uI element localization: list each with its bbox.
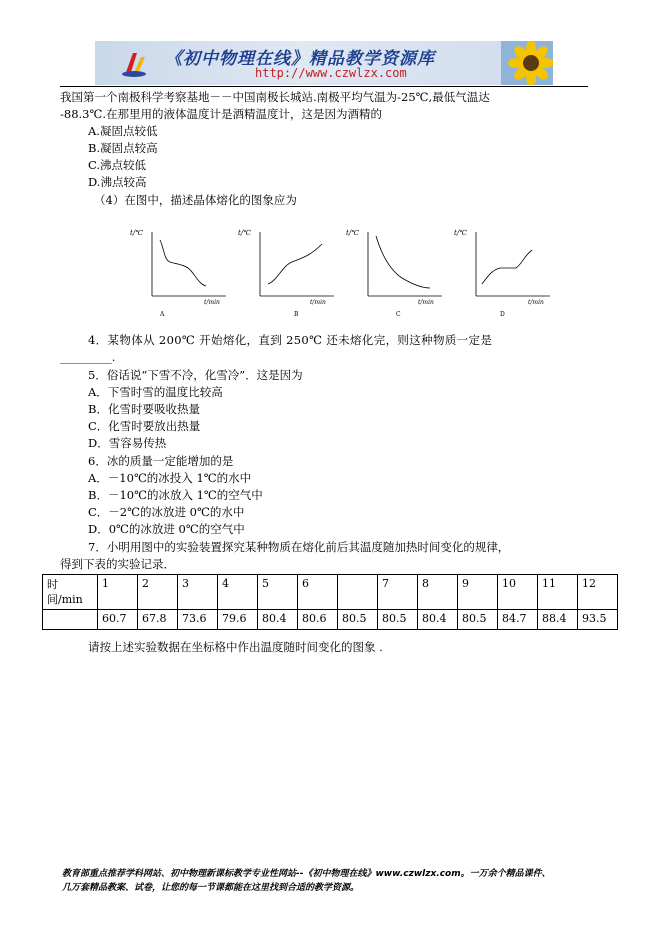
q3-option-b: B.凝固点较高	[88, 141, 158, 155]
footer-line1: 教育部重点推荐学科网站、初中物理新课标教学专业性网站--《初中物理在线》www.czwlzx.com。一万余个精品课件、	[62, 869, 551, 879]
table-cell: 6	[298, 575, 338, 610]
graph-d-label: D	[500, 311, 505, 318]
q6-option-b: B．－10℃的冰放入 1℃的空气中	[88, 488, 263, 502]
q6-option-c: C．－2℃的冰放进 0℃的水中	[88, 505, 245, 519]
table-cell: 3	[178, 575, 218, 610]
q7-line2: 得到下表的实验记录．	[60, 557, 175, 571]
table-cell: 67.8	[138, 610, 178, 630]
q5-option-b: B．化雪时要吸收热量	[88, 402, 200, 416]
table-cell: 1	[98, 575, 138, 610]
melting-graphs	[130, 226, 550, 322]
q3-option-a: A.凝固点较低	[88, 124, 158, 138]
q3-option-d: D.沸点较高	[88, 175, 147, 189]
graph-b-label: B	[294, 311, 299, 318]
table-cell: 79.6	[218, 610, 258, 630]
graph-b	[238, 229, 334, 318]
graph-d-xlabel: t/min	[528, 299, 544, 306]
q5-stem: 5．俗话说“下雪不冷，化雪冷”．这是因为	[88, 368, 303, 382]
q3-part4: （4）在图中，描述晶体熔化的图象应为	[94, 193, 297, 207]
table-cell: 80.5	[338, 610, 378, 630]
table-cell: 80.5	[378, 610, 418, 630]
q6-stem: 6．冰的质量一定能增加的是	[88, 454, 234, 468]
table-cell: 80.4	[418, 610, 458, 630]
table-cell: 10	[498, 575, 538, 610]
header-banner	[95, 41, 553, 85]
table-cell: 60.7	[98, 610, 138, 630]
table-row-temp	[43, 610, 618, 630]
banner-title: 《初中物理在线》精品教学资源库	[165, 49, 435, 69]
header-rule	[60, 86, 588, 87]
footer-line2: 几万套精品教案、试卷，让您的每一节课都能在这里找到合适的教学资源。	[62, 883, 360, 893]
table-cell: 4	[218, 575, 258, 610]
graph-a-ylabel: t/℃	[130, 229, 144, 237]
q6-option-a: A．－10℃的冰投入 1℃的水中	[88, 471, 252, 485]
table-cell: 5	[258, 575, 298, 610]
table-cell: 93.5	[578, 610, 618, 630]
graph-c-ylabel: t/℃	[346, 229, 360, 237]
q5-option-a: A．下雪时雪的温度比较高	[88, 385, 223, 399]
table-cell: 2	[138, 575, 178, 610]
graph-d	[454, 229, 550, 318]
q5-option-d: D．雪容易传热	[88, 436, 167, 450]
table-cell: 8	[418, 575, 458, 610]
logo-icon	[121, 49, 147, 77]
banner-url[interactable]: http://www.czwlzx.com	[255, 66, 407, 80]
graph-b-xlabel: t/min	[310, 299, 326, 306]
table-row-time	[43, 575, 618, 610]
q3-line1: 我国第一个南极科学考察基地－－中国南极长城站.南极平均气温为-25℃,最低气温达	[60, 90, 490, 104]
graph-c-xlabel: t/min	[418, 299, 434, 306]
table-cell: 73.6	[178, 610, 218, 630]
experiment-table	[42, 574, 618, 630]
graph-a-label: A	[160, 311, 165, 318]
graph-b-ylabel: t/℃	[238, 229, 252, 237]
table-header-time: 时 间/min	[43, 575, 98, 610]
sunflower-icon	[501, 41, 553, 85]
table-cell: 9	[458, 575, 498, 610]
graph-d-ylabel: t/℃	[454, 229, 468, 237]
table-cell: 80.5	[458, 610, 498, 630]
graph-a	[130, 229, 226, 318]
q3-option-c: C.沸点较低	[88, 158, 147, 172]
table-cell: 12	[578, 575, 618, 610]
table-cell: 80.6	[298, 610, 338, 630]
table-cell: 80.4	[258, 610, 298, 630]
table-header-temp	[43, 610, 98, 630]
table-cell: 7	[378, 575, 418, 610]
table-cell: 88.4	[538, 610, 578, 630]
graph-a-xlabel: t/min	[204, 299, 220, 306]
q4-answer-blank: _________.	[60, 350, 116, 364]
table-cell	[338, 575, 378, 610]
q6-option-d: D．0℃的冰放进 0℃的空气中	[88, 522, 245, 536]
q5-option-c: C．化雪时要放出热量	[88, 419, 201, 433]
graph-c-label: C	[396, 311, 401, 318]
table-cell: 11	[538, 575, 578, 610]
graph-c	[346, 229, 442, 318]
q4-line1: 4．某物体从 200℃ 开始熔化，直到 250℃ 还未熔化完，则这种物质一定是	[88, 333, 493, 347]
q7-instruction: 请按上述实验数据在坐标格中作出温度随时间变化的图象 .	[88, 640, 383, 654]
q7-line1: 7．小明用图中的实验装置探究某种物质在熔化前后其温度随加热时间变化的规律，	[88, 540, 510, 554]
q3-line2: -88.3℃.在那里用的液体温度计是酒精温度计，这是因为酒精的	[60, 107, 383, 121]
table-cell: 84.7	[498, 610, 538, 630]
